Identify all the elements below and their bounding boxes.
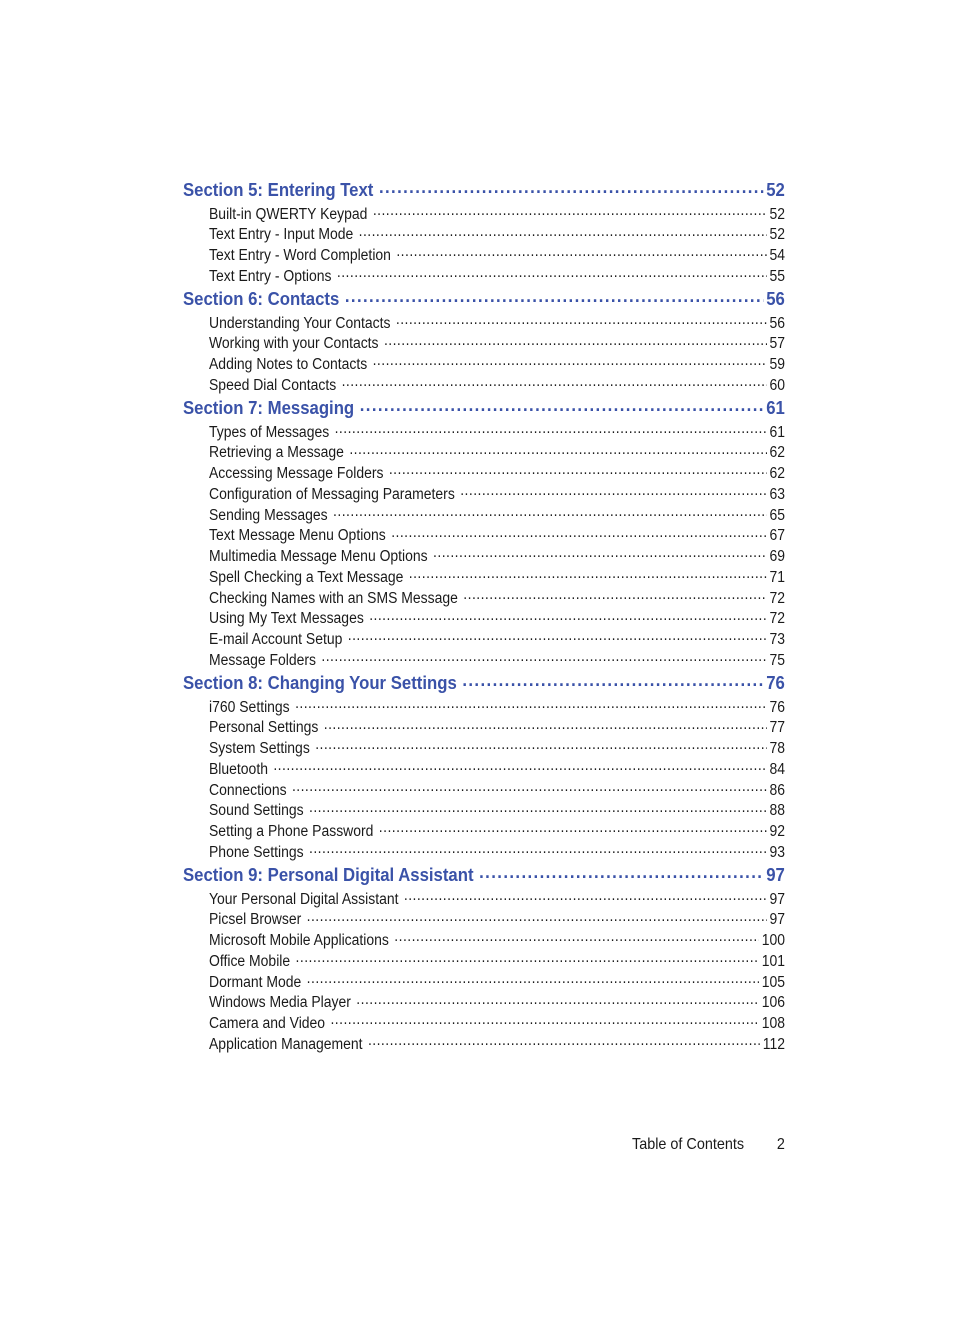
section-page-number: 61: [766, 398, 785, 418]
entry-page-number: 97: [769, 911, 785, 929]
entry-title: Microsoft Mobile Applications: [209, 932, 389, 949]
footer-title: Table of Contents: [632, 1136, 745, 1153]
dot-leader: [389, 463, 767, 479]
dot-leader: [433, 546, 767, 562]
entry-page-number: 92: [769, 823, 785, 840]
entry-page-number: 101: [761, 952, 785, 970]
section-page-number: 97: [766, 865, 785, 885]
dot-leader: [296, 950, 759, 966]
toc-entry[interactable]: [209, 504, 785, 525]
entry-page-number: 59: [769, 356, 785, 373]
entry-title: Bluetooth: [209, 760, 268, 778]
toc-entry[interactable]: [209, 696, 785, 717]
entry-title: Message Folders: [209, 651, 317, 669]
dot-leader: [384, 333, 767, 349]
entry-page-number: 84: [769, 760, 785, 778]
entry-page-number: 55: [769, 267, 785, 285]
toc-entry[interactable]: [209, 483, 785, 504]
toc-entry[interactable]: [209, 649, 785, 670]
dot-leader: [307, 909, 767, 925]
entry-title: Understanding Your Contacts: [209, 314, 391, 332]
section-title: Section 5: Entering Text: [183, 180, 374, 200]
entry-title: E-mail Account Setup: [209, 631, 343, 648]
entry-page-number: 69: [769, 548, 785, 565]
dot-leader: [348, 629, 767, 645]
dot-leader: [463, 587, 766, 603]
dot-leader: [404, 888, 767, 904]
entry-page-number: 54: [769, 247, 785, 264]
toc-entry[interactable]: [209, 525, 785, 546]
dot-leader: [335, 421, 767, 437]
entry-page-number: 62: [769, 444, 785, 462]
dot-leader: [330, 1013, 759, 1029]
dot-leader: [333, 504, 767, 520]
dot-leader: [337, 265, 767, 281]
toc-entry[interactable]: [209, 821, 785, 842]
toc-entry[interactable]: [209, 971, 785, 992]
entry-page-number: 62: [769, 465, 785, 482]
dot-leader: [369, 608, 767, 624]
entry-page-number: 77: [769, 719, 785, 737]
footer-page-number: 2: [776, 1136, 785, 1153]
dot-leader: [345, 287, 764, 305]
entry-title: Dormant Mode: [209, 973, 302, 991]
dot-leader: [379, 821, 767, 837]
section-title: Section 6: Contacts: [183, 289, 340, 309]
entry-page-number: 97: [769, 890, 785, 908]
entry-title: Personal Settings: [209, 719, 319, 737]
dot-leader: [309, 841, 767, 857]
toc-entry[interactable]: [209, 779, 785, 800]
section-title: Section 8: Changing Your Settings: [183, 673, 457, 693]
toc-entry[interactable]: [209, 608, 785, 629]
dot-leader: [315, 738, 767, 754]
entry-page-number: 112: [762, 1035, 785, 1053]
entry-title: Your Personal Digital Assistant: [209, 890, 399, 908]
dot-leader: [321, 649, 766, 665]
entry-title: Text Entry - Input Mode: [209, 226, 354, 244]
entry-title: Speed Dial Contacts: [209, 376, 337, 394]
entry-page-number: 71: [769, 568, 785, 586]
entry-title: Application Management: [209, 1035, 363, 1053]
toc-section-heading[interactable]: [183, 177, 785, 203]
toc-entry[interactable]: [209, 930, 785, 951]
entry-title: Text Message Menu Options: [209, 527, 386, 545]
entry-title: Accessing Message Folders: [209, 465, 384, 482]
toc-entry[interactable]: [209, 546, 785, 567]
entry-page-number: 76: [769, 698, 785, 716]
toc-section-heading[interactable]: [183, 286, 785, 312]
dot-leader: [396, 312, 767, 328]
entry-page-number: 106: [761, 994, 785, 1012]
toc-entry[interactable]: [209, 800, 785, 821]
section-title: Section 9: Personal Digital Assistant: [183, 865, 474, 885]
dot-leader: [309, 800, 767, 816]
toc-entry[interactable]: [209, 758, 785, 779]
toc-entry[interactable]: [209, 203, 785, 224]
entry-title: Using My Text Messages: [209, 610, 364, 628]
entry-page-number: 56: [769, 314, 785, 332]
toc-entry[interactable]: [209, 463, 785, 484]
entry-page-number: 73: [769, 631, 785, 648]
entry-page-number: 72: [769, 589, 785, 607]
dot-leader: [307, 971, 759, 987]
section-title: Section 7: Messaging: [183, 398, 355, 418]
toc-entry[interactable]: [209, 629, 785, 650]
entry-page-number: 105: [761, 973, 785, 991]
entry-page-number: 78: [769, 740, 785, 757]
entry-page-number: 67: [769, 527, 785, 545]
dot-leader: [273, 758, 766, 774]
toc-entry[interactable]: [209, 333, 785, 354]
entry-page-number: 100: [761, 932, 785, 949]
toc-entry[interactable]: [209, 224, 785, 245]
toc-entry[interactable]: [209, 888, 785, 909]
toc-entry[interactable]: [209, 245, 785, 266]
entry-title: Built-in QWERTY Keypad: [209, 205, 368, 223]
entry-page-number: 93: [769, 843, 785, 861]
entry-title: System Settings: [209, 740, 310, 757]
section-page-number: 76: [766, 673, 785, 693]
toc-entry[interactable]: [209, 566, 785, 587]
toc-entry[interactable]: [209, 950, 785, 971]
dot-leader: [360, 396, 764, 414]
entry-title: Working with your Contacts: [209, 335, 379, 353]
entry-title: Spell Checking a Text Message: [209, 568, 404, 586]
entry-title: Setting a Phone Password: [209, 823, 374, 840]
toc-entry[interactable]: [209, 1013, 785, 1034]
entry-page-number: 65: [769, 506, 785, 524]
entry-page-number: 52: [769, 226, 785, 244]
toc-entry[interactable]: [209, 374, 785, 395]
dot-leader: [359, 224, 767, 240]
dot-leader: [396, 245, 766, 261]
entry-title: Types of Messages: [209, 423, 330, 441]
dot-leader: [394, 930, 759, 946]
entry-page-number: 72: [769, 610, 785, 628]
entry-title: Checking Names with an SMS Message: [209, 589, 458, 607]
entry-page-number: 75: [769, 651, 785, 669]
toc-entry[interactable]: [209, 1033, 785, 1054]
dot-leader: [368, 1033, 760, 1049]
entry-page-number: 86: [769, 781, 785, 799]
toc-entry[interactable]: [209, 717, 785, 738]
toc-section-heading[interactable]: [183, 395, 785, 421]
section-page-number: 56: [766, 289, 785, 309]
entry-page-number: 63: [769, 485, 785, 503]
entry-title: Multimedia Message Menu Options: [209, 548, 428, 565]
toc-entry[interactable]: [209, 587, 785, 608]
entry-page-number: 108: [761, 1015, 785, 1032]
entry-page-number: 61: [769, 423, 785, 441]
section-page-number: 52: [766, 180, 785, 200]
entry-title: i760 Settings: [209, 698, 290, 716]
toc-entry[interactable]: [209, 909, 785, 930]
toc-entry[interactable]: [209, 312, 785, 333]
entry-title: Connections: [209, 781, 287, 799]
dot-leader: [342, 374, 767, 390]
entry-title: Adding Notes to Contacts: [209, 356, 368, 373]
entry-title: Text Entry - Word Completion: [209, 247, 391, 264]
toc-section-heading[interactable]: [183, 670, 785, 696]
entry-page-number: 57: [769, 335, 785, 353]
entry-page-number: 88: [769, 802, 785, 820]
dot-leader: [379, 178, 763, 196]
toc-entry[interactable]: [209, 442, 785, 463]
toc-entry[interactable]: [209, 738, 785, 759]
dot-leader: [295, 696, 767, 712]
entry-title: Phone Settings: [209, 843, 304, 861]
dot-leader: [391, 525, 767, 541]
entry-title: Text Entry - Options: [209, 267, 332, 285]
dot-leader: [292, 779, 767, 795]
toc-entry[interactable]: [209, 421, 785, 442]
entry-title: Office Mobile: [209, 952, 291, 970]
dot-leader: [479, 863, 763, 881]
entry-title: Camera and Video: [209, 1015, 326, 1032]
dot-leader: [373, 354, 767, 370]
entry-title: Retrieving a Message: [209, 444, 344, 462]
dot-leader: [324, 717, 767, 733]
dot-leader: [349, 442, 766, 458]
entry-page-number: 60: [769, 376, 785, 394]
toc-entry[interactable]: [209, 841, 785, 862]
entry-title: Sound Settings: [209, 802, 304, 820]
dot-leader: [462, 671, 763, 689]
dot-leader: [460, 483, 767, 499]
toc-entry[interactable]: [209, 354, 785, 375]
dot-leader: [373, 203, 767, 219]
toc-section-heading[interactable]: [183, 862, 785, 888]
entry-title: Picsel Browser: [209, 911, 302, 929]
toc-entry[interactable]: [209, 992, 785, 1013]
entry-title: Configuration of Messaging Parameters: [209, 485, 455, 503]
table-of-contents: [183, 177, 785, 1054]
dot-leader: [356, 992, 759, 1008]
page-footer: [632, 1136, 785, 1158]
entry-page-number: 52: [769, 205, 785, 223]
entry-title: Windows Media Player: [209, 994, 351, 1012]
toc-entry[interactable]: [209, 265, 785, 286]
entry-title: Sending Messages: [209, 506, 328, 524]
dot-leader: [409, 566, 767, 582]
